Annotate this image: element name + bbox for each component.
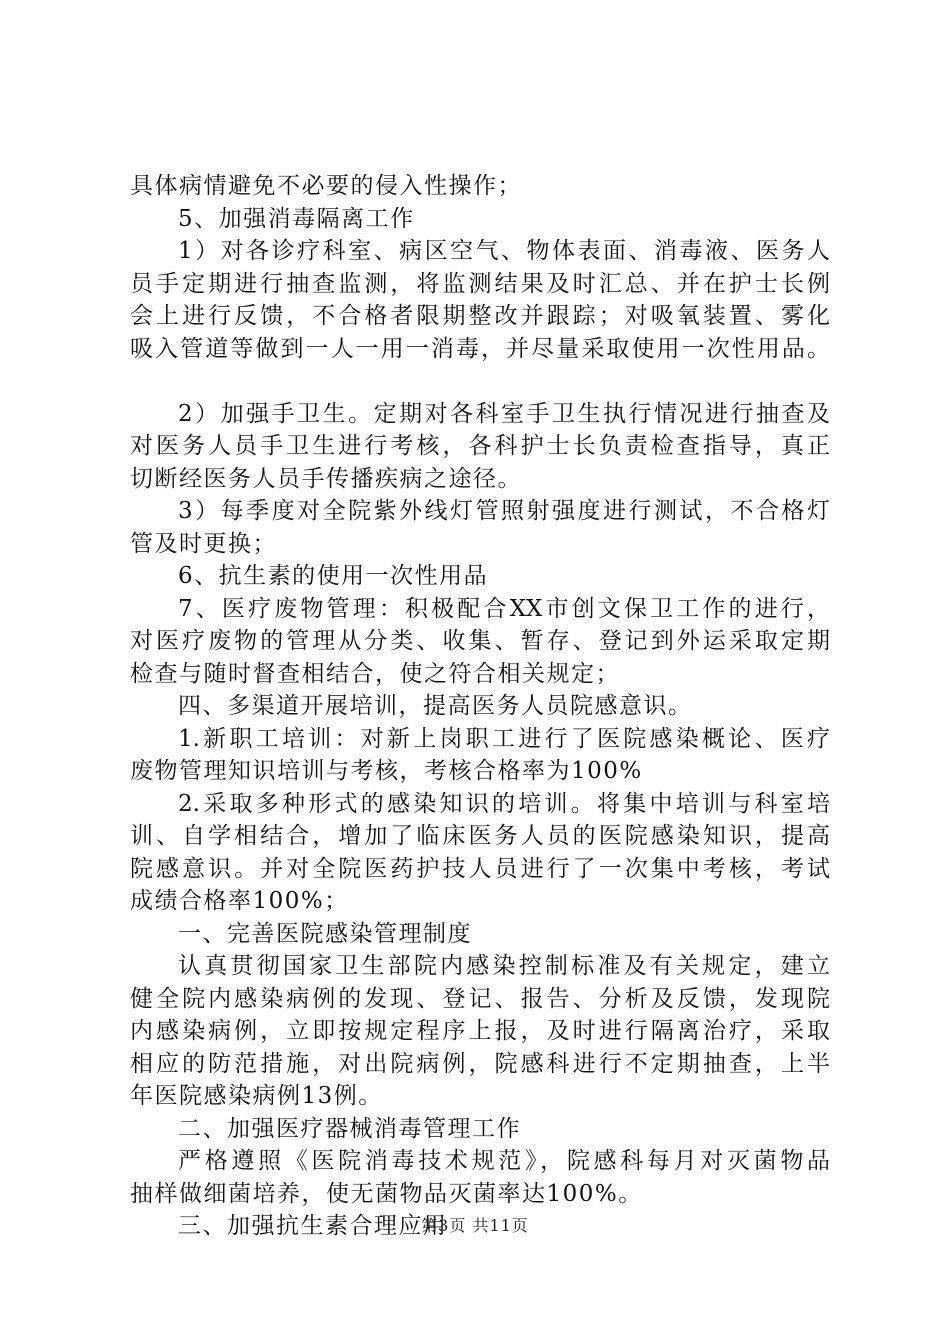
- paragraph-line: 切断经医务人员手传播疾病之途径。: [130, 465, 522, 492]
- paragraph-line: 认真贯彻国家卫生部院内感染控制标准及有关规定，建立: [178, 953, 830, 979]
- paragraph-line: 严格遵照《医院消毒技术规范》，院感科每月对灭菌物品: [178, 1148, 830, 1174]
- paragraph-line: 健全院内感染病例的发现、登记、报告、分析及反馈，发现院: [130, 985, 830, 1012]
- section-heading: 四、多渠道开展培训，提高医务人员院感意识。: [178, 693, 693, 719]
- paragraph-line: 2）加强手卫生。定期对各科室手卫生执行情况进行抽查及: [178, 400, 830, 427]
- blank-line: [130, 365, 830, 398]
- paragraph-line: 成绩合格率100%；: [130, 888, 349, 914]
- paragraph-line: 相应的防范措施，对出院病例，院感科进行不定期抽查，上半: [130, 1050, 830, 1077]
- paragraph-line: 训、自学相结合，增加了临床医务人员的医院感染知识，提高: [130, 823, 830, 849]
- paragraph-line: 废物管理知识培训与考核，考核合格率为100%: [130, 758, 643, 784]
- paragraph-line: 检查与随时督查相结合，使之符合相关规定；: [130, 660, 620, 687]
- paragraph-line: 吸入管道等做到一人一用一消毒，并尽量采取使用一次性用品。: [130, 335, 830, 362]
- paragraph-line: 3）每季度对全院紫外线灯管照射强度进行测试，不合格灯: [178, 498, 830, 524]
- paragraph-line: 1）对各诊疗科室、病区空气、物体表面、消毒液、医务人: [178, 238, 830, 264]
- section-heading: 一、完善医院感染管理制度: [178, 920, 472, 947]
- paragraph-line: 会上进行反馈，不合格者限期整改并跟踪；对吸氧装置、雾化: [130, 303, 830, 329]
- paragraph-line: 1.新职工培训：对新上岗职工进行了医院感染概论、医疗: [178, 725, 830, 752]
- paragraph-line: 院感意识。并对全院医药护技人员进行了一次集中考核，考试: [130, 855, 830, 882]
- paragraph-line: 对医疗废物的管理从分类、收集、暂存、登记到外运采取定期: [130, 628, 830, 654]
- paragraph-line: 内感染病例，立即按规定程序上报，及时进行隔离治疗，采取: [130, 1018, 830, 1044]
- section-heading: 二、加强医疗器械消毒管理工作: [178, 1115, 521, 1142]
- paragraph-line: 具体病情避免不必要的侵入性操作；: [130, 173, 522, 199]
- section-heading: 三、加强抗生素合理应用: [178, 1213, 448, 1239]
- section-heading: 6、抗生素的使用一次性用品: [178, 563, 489, 589]
- paragraph-line: 员手定期进行抽查监测，将监测结果及时汇总、并在护士长例: [130, 270, 830, 297]
- paragraph-line: 抽样做细菌培养，使无菌物品灭菌率达100%。: [130, 1180, 643, 1207]
- page-footer: 第3页 共11页: [421, 1216, 529, 1235]
- paragraph-line: 对医务人员手卫生进行考核，各科护士长负责检查指导，真正: [130, 433, 830, 459]
- document-body: [130, 170, 830, 1243]
- section-heading: 5、加强消毒隔离工作: [178, 205, 415, 232]
- paragraph-line: 2.采取多种形式的感染知识的培训。将集中培训与科室培: [178, 790, 830, 817]
- paragraph-line: 7、医疗废物管理：积极配合XX市创文保卫工作的进行，: [178, 595, 830, 622]
- paragraph-line: 管及时更换；: [130, 530, 277, 557]
- paragraph-line: 年医院感染病例13例。: [130, 1083, 383, 1109]
